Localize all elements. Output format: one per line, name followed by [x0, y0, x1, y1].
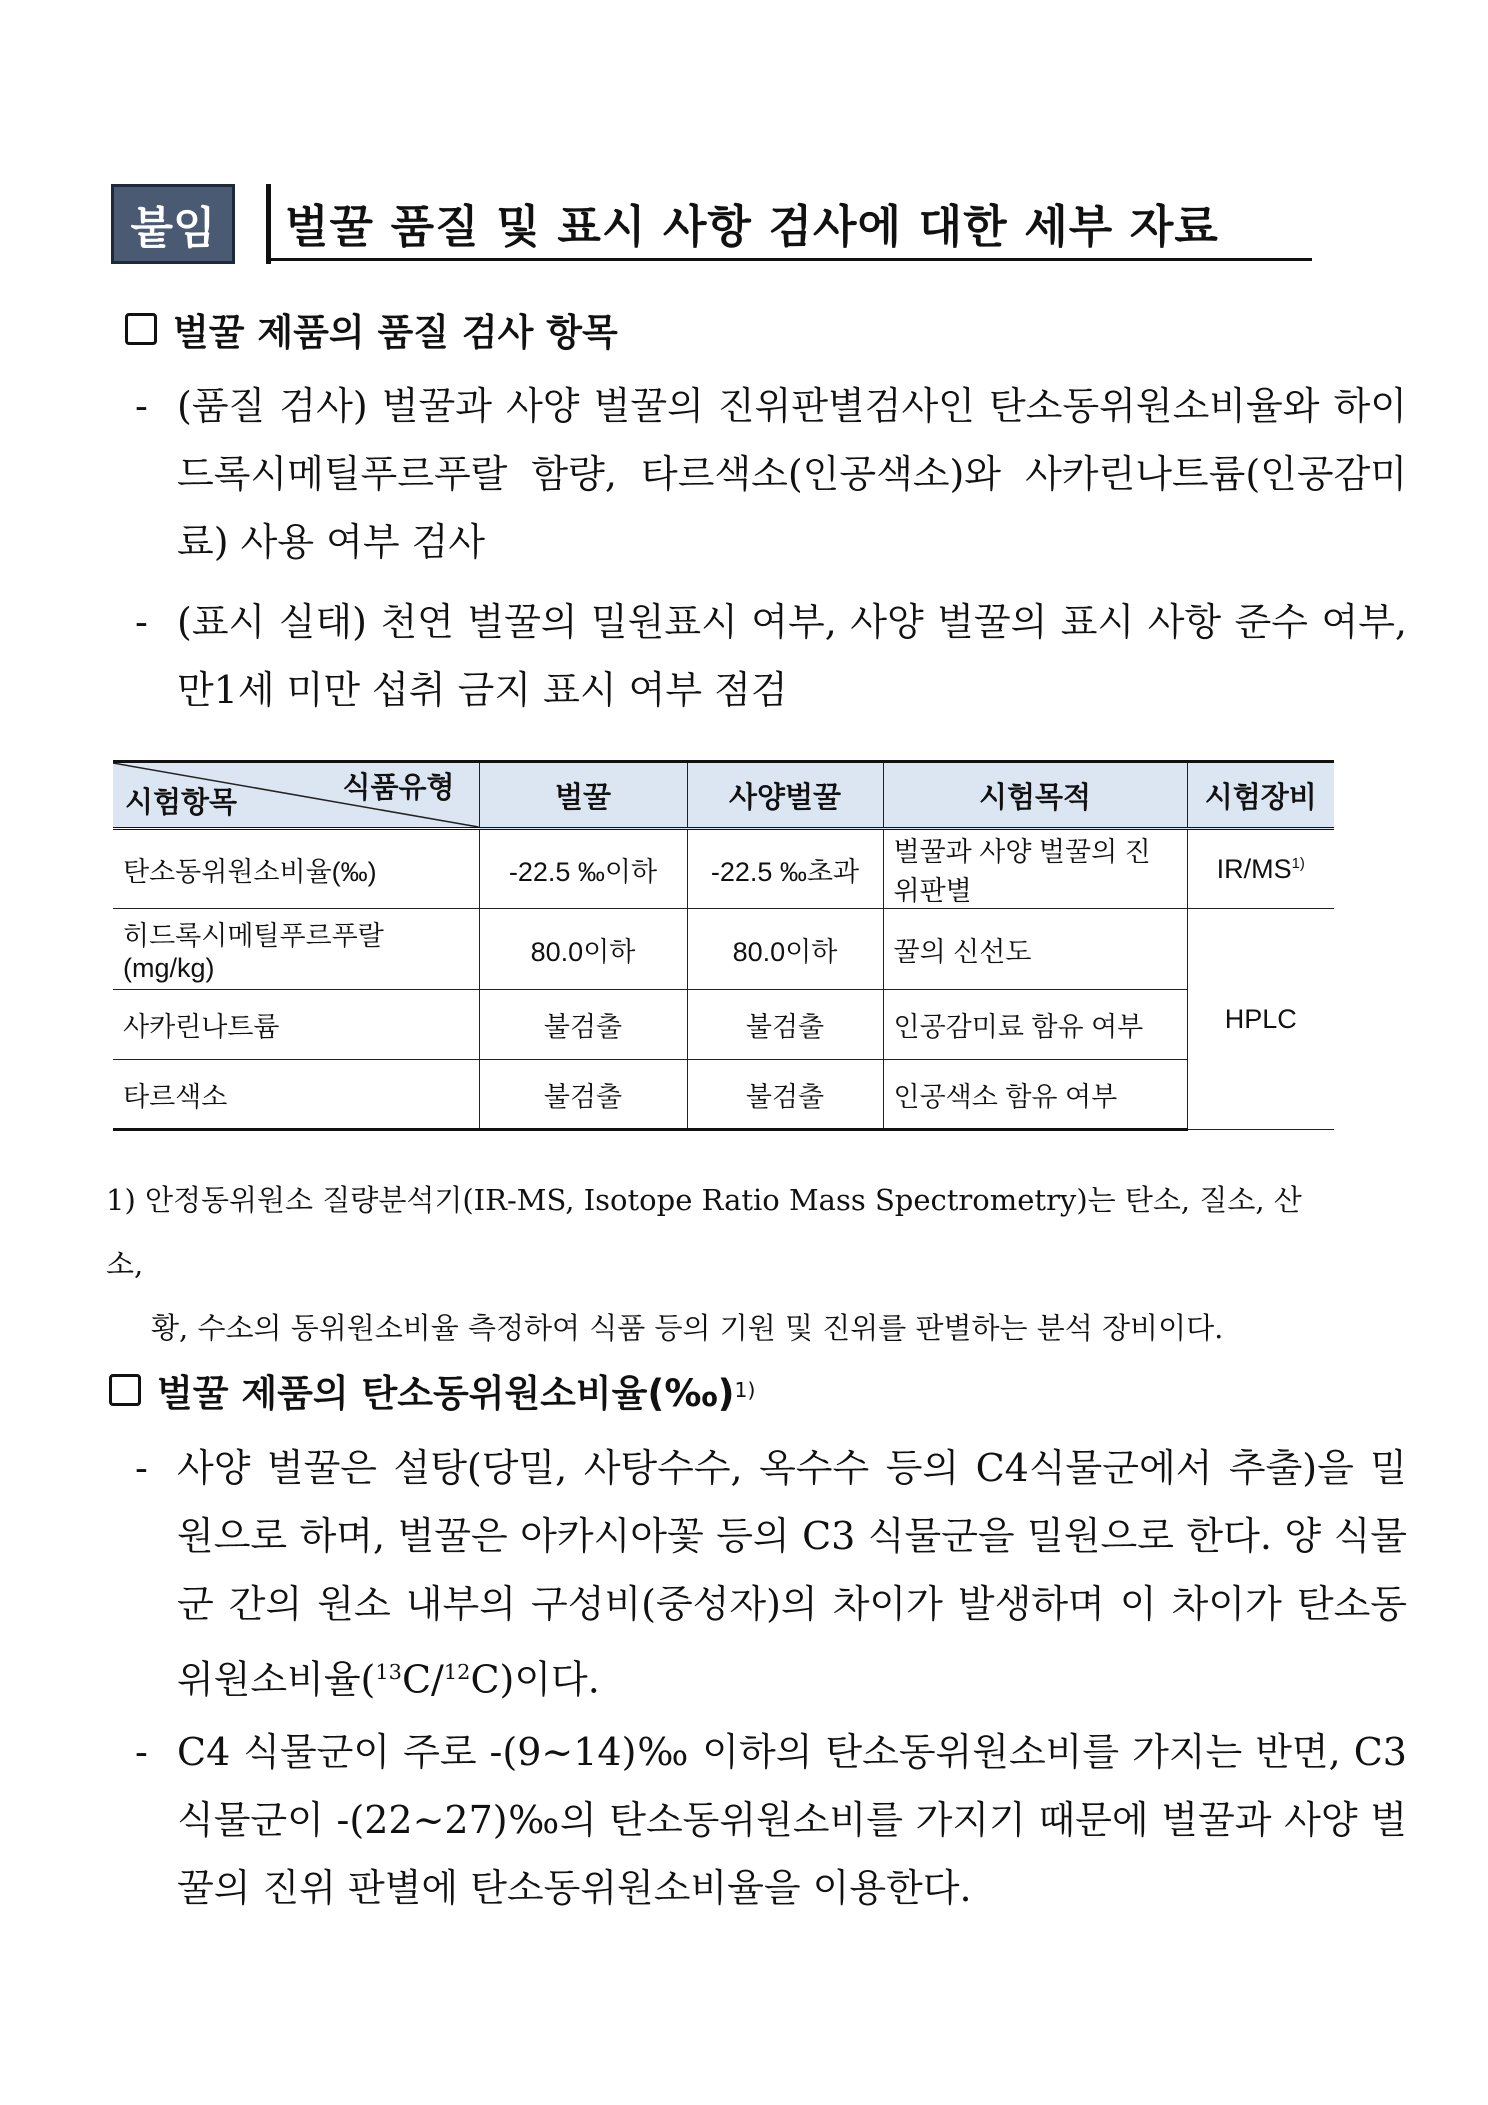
cell-item: 탄소동위원소비율(‰) [113, 829, 479, 909]
bullet-dash: - [135, 1730, 148, 1774]
bullet-c4-c3-ratio [135, 1718, 1435, 1922]
footnote-text: 안정동위원소 질량분석기(IR-MS, Isotope Ratio Mass Spectrometry)는 탄소, 질소, 산소, [106, 1183, 1302, 1281]
bullet-text: (품질 검사) 벌꿀과 사양 벌꿀의 진위판별검사인 탄소동위원소비율와 하이드록시메틸푸르푸랄 함량, 타르색소(인공색소)와 사카린나트륨(인공감미료) 사용 여부 검사 [177, 384, 1407, 564]
footnote-ref: 1) [734, 1378, 756, 1402]
bullet-text: (표시 실태) 천연 벌꿀의 밀원표시 여부, 사양 벌꿀의 표시 사항 준수 여부, 만1세 미만 섭취 금지 표시 여부 점검 [177, 600, 1407, 712]
cell-purpose: 벌꿀과 사양 벌꿀의 진위판별 [883, 829, 1187, 909]
cell-equipment: HPLC [1187, 909, 1334, 1130]
footnote-ref: 1) [1291, 855, 1305, 872]
table-row [113, 909, 1334, 990]
bullet-dash: - [135, 1446, 148, 1490]
checkbox-square-icon [125, 313, 157, 345]
cell-honey: -22.5 ‰이하 [479, 829, 687, 909]
section-heading-quality [125, 302, 618, 356]
cell-purpose: 인공감미료 함유 여부 [883, 990, 1187, 1060]
cell-fed-honey: 불검출 [687, 990, 883, 1060]
bullet-text-main: 사양 벌꿀은 설탕(당밀, 사탕수수, 옥수수 등의 C4식물군에서 추출)을 밀원으로 하며, 벌꿀은 아카시아꽃 등의 C3 식물군을 밀원으로 한다. 양 식물군 간의 원소 내부의 구성비(중성자)의 차이가 발생하며 이 차이가 탄소동위원소비율( [177, 1446, 1407, 1702]
bullet-text [177, 1434, 1407, 1714]
section-heading-isotope [109, 1363, 755, 1417]
cell-honey: 80.0이하 [479, 909, 687, 990]
header-equipment: 시험장비 [1187, 762, 1334, 829]
footnote-line-1 [106, 1168, 1336, 1296]
header-fed-honey: 사양벌꿀 [687, 762, 883, 829]
title-divider [266, 184, 271, 264]
cell-honey: 불검출 [479, 1060, 687, 1130]
cell-fed-honey: 80.0이하 [687, 909, 883, 990]
cell-honey: 불검출 [479, 990, 687, 1060]
title-underline [266, 258, 1312, 261]
cell-fed-honey: -22.5 ‰초과 [687, 829, 883, 909]
bullet-quality-test [135, 372, 1435, 576]
footnote-line-2: 황, 수소의 동위원소비율 측정하여 식품 등의 기원 및 진위를 판별하는 분석 장비이다. [151, 1311, 1224, 1345]
table-corner-cell [113, 762, 479, 829]
cell-fed-honey: 불검출 [687, 1060, 883, 1130]
attachment-badge: 붙임 [111, 184, 235, 264]
cell-item: 히드록시메틸푸르푸랄 (mg/kg) [113, 909, 479, 990]
header-food-type: 식품유형 [342, 772, 455, 804]
section-heading-text: 벌꿀 제품의 탄소동위원소비율(‰) [157, 1372, 735, 1415]
footnote-marker: 1) [106, 1183, 136, 1217]
bullet-label-status [135, 588, 1435, 724]
test-items-table [113, 760, 1334, 1131]
page-title: 벌꿀 품질 및 표시 사항 검사에 대한 세부 자료 [285, 200, 1219, 253]
header-test-item: 시험항목 [125, 787, 238, 819]
cell-purpose: 인공색소 함유 여부 [883, 1060, 1187, 1130]
cell-equipment [1187, 829, 1334, 909]
cell-item: 타르색소 [113, 1060, 479, 1130]
bullet-dash: - [135, 384, 148, 428]
superscript-12: 12 [443, 1660, 471, 1684]
bullet-dash: - [135, 600, 148, 644]
bullet-text-end: C)이다. [470, 1657, 600, 1702]
equipment-label: IR/MS [1216, 853, 1292, 884]
cell-purpose: 꿀의 신선도 [883, 909, 1187, 990]
table-row [113, 1060, 1334, 1130]
section-heading-text: 벌꿀 제품의 품질 검사 항목 [173, 311, 618, 354]
header-purpose: 시험목적 [883, 762, 1187, 829]
checkbox-square-icon [109, 1374, 141, 1406]
cell-item: 사카린나트륨 [113, 990, 479, 1060]
superscript-13: 13 [375, 1660, 402, 1684]
header-honey: 벌꿀 [479, 762, 687, 829]
footnote [106, 1168, 1336, 1360]
bullet-fed-honey-source [135, 1434, 1435, 1706]
bullet-text-ratio: C/ [401, 1657, 444, 1702]
table-row [113, 829, 1334, 909]
table-row [113, 990, 1334, 1060]
bullet-text: C4 식물군이 주로 -(9~14)‰ 이하의 탄소동위원소비를 가지는 반면, C3 식물군이 -(22~27)‰의 탄소동위원소비를 가지기 때문에 벌꿀과 사양 벌꿀의 진위 판별에 탄소동위원소비율을 이용한다. [177, 1730, 1407, 1910]
